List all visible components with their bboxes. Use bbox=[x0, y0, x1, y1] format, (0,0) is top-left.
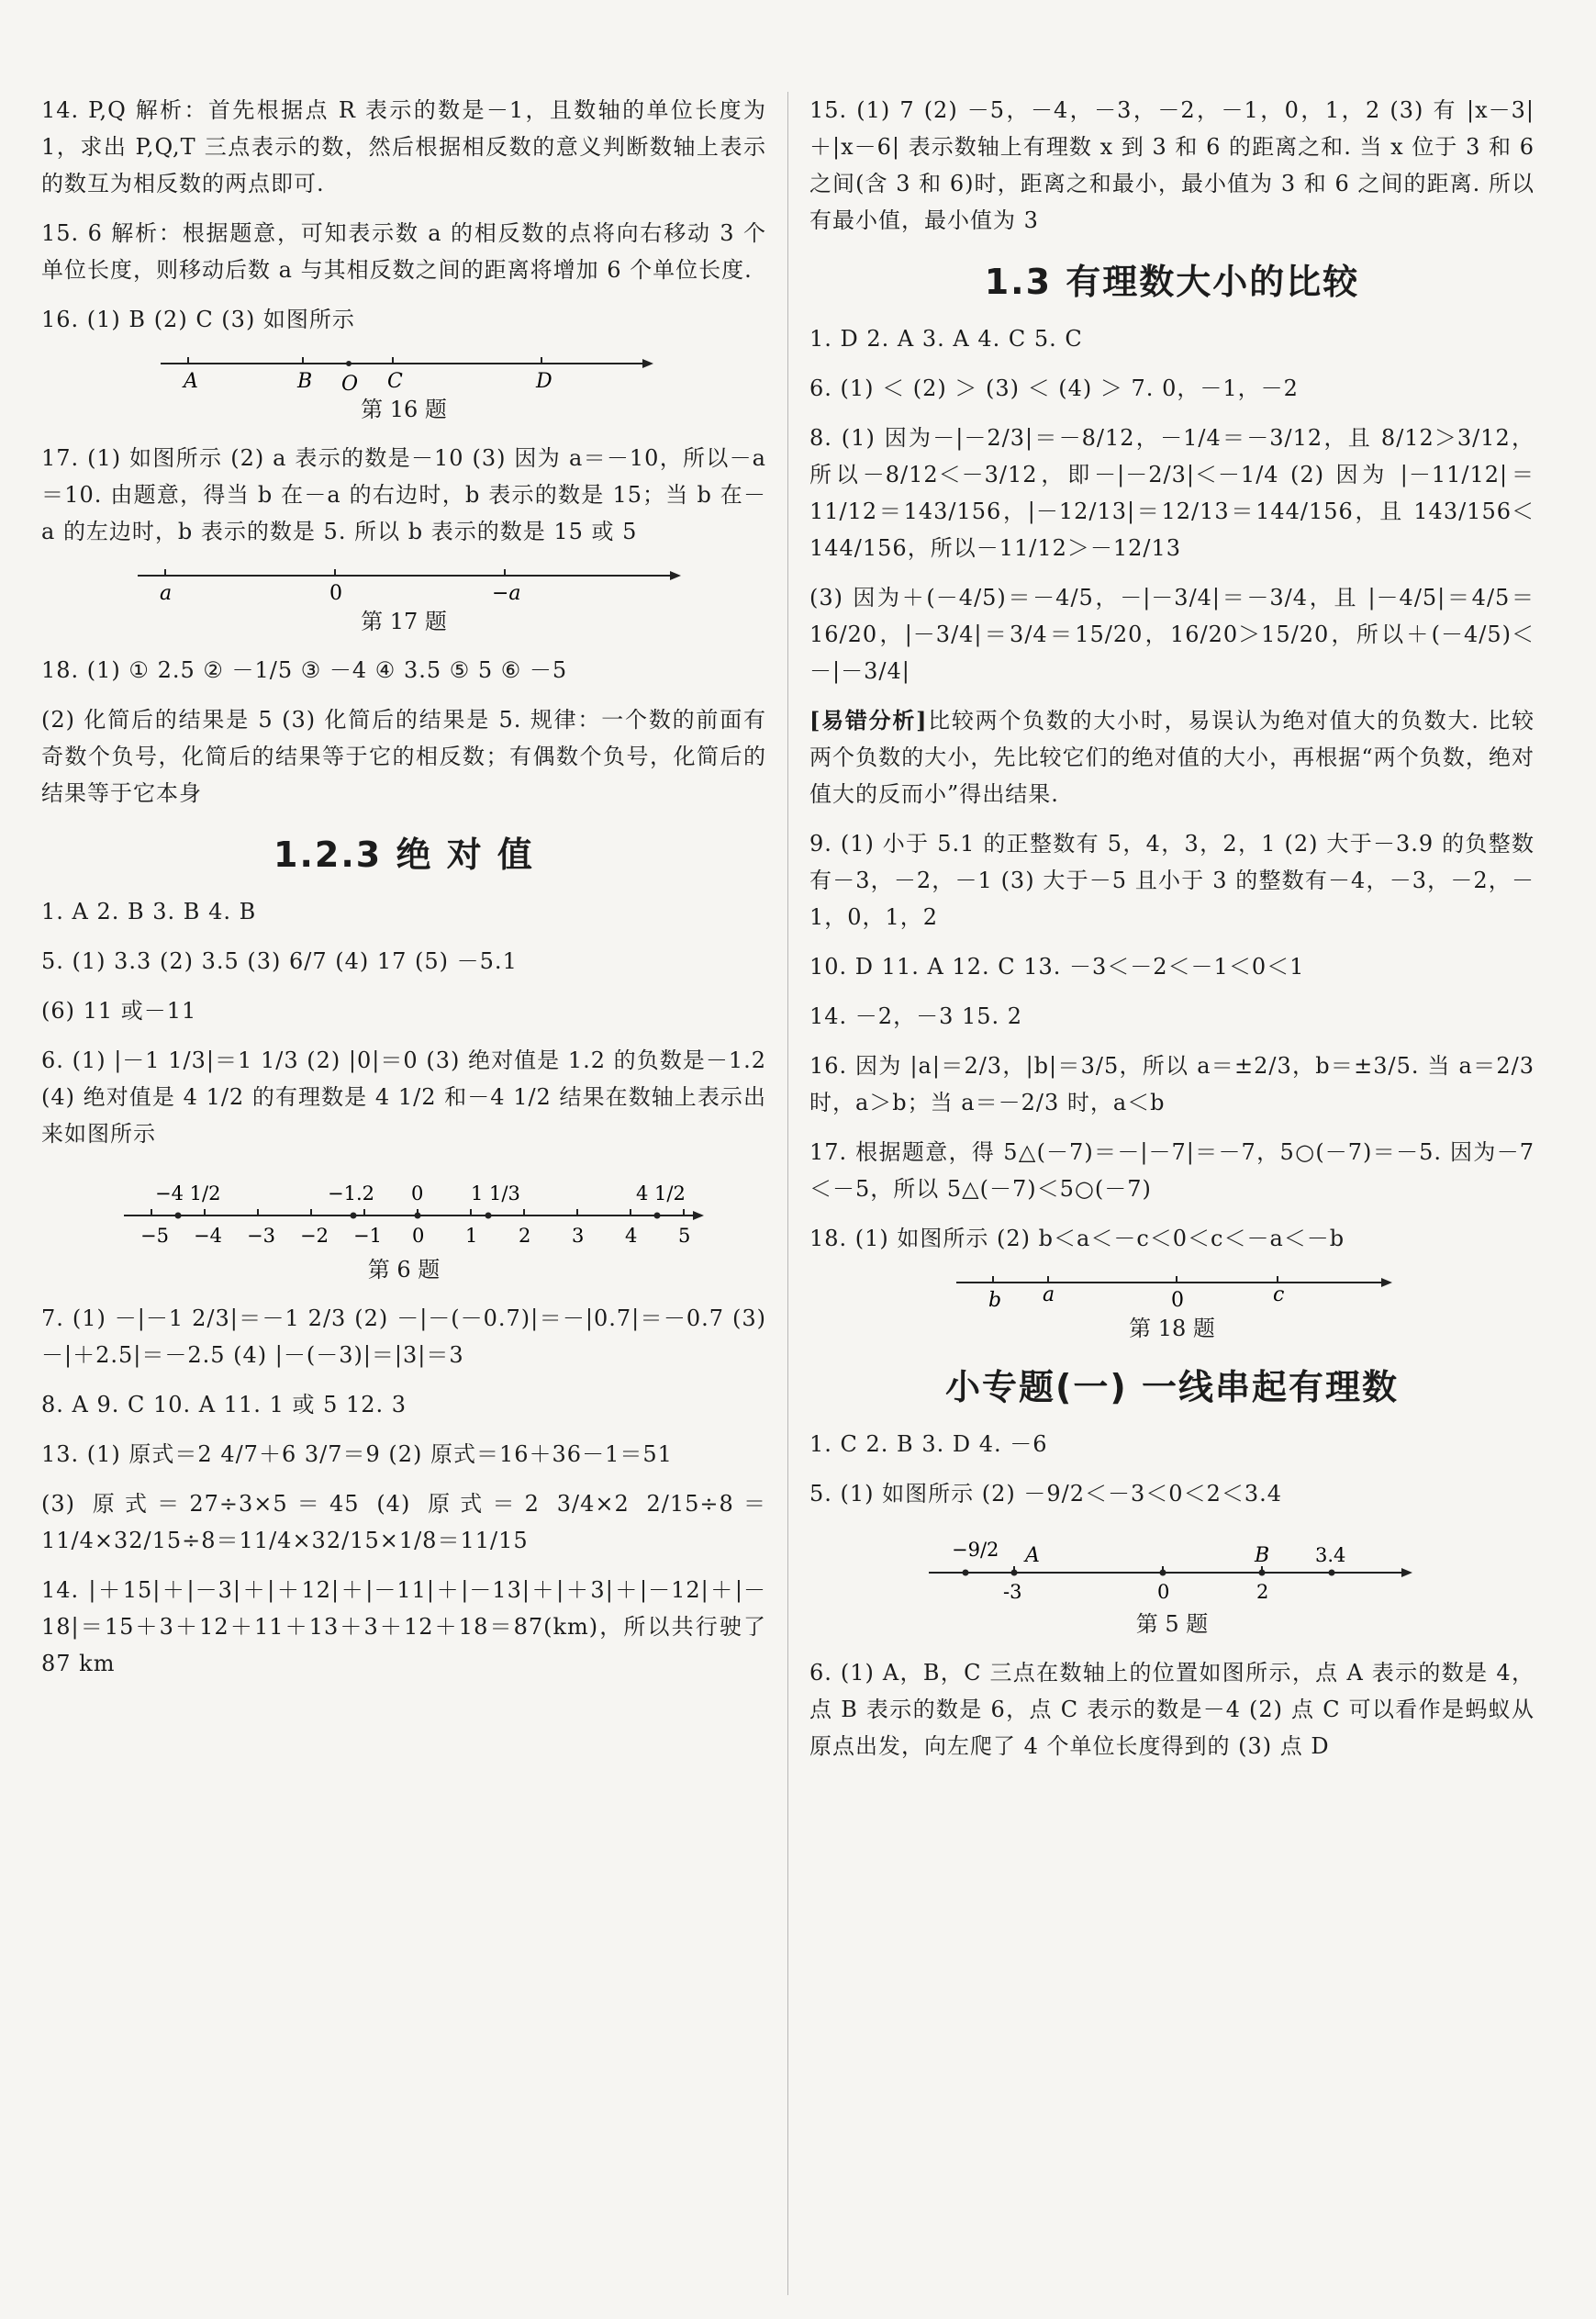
tick-label: 3 bbox=[572, 1225, 585, 1247]
axis-arrow bbox=[1401, 1568, 1412, 1577]
point-dot bbox=[351, 1213, 357, 1219]
tick-label: 4 bbox=[625, 1225, 638, 1247]
tick-label: -3 bbox=[1003, 1581, 1022, 1603]
tick-label: 0 bbox=[1157, 1581, 1170, 1603]
answer-14-left: 14. P,Q 解析：首先根据点 R 表示的数是－1，且数轴的单位长度为 1，求出 P,Q,T 三点表示的数，然后根据相反数的意义判断数轴上表示的数互为相反数的两点即可. bbox=[41, 97, 766, 196]
tick-label: 1 bbox=[465, 1225, 478, 1247]
point-label: A bbox=[184, 370, 198, 393]
answer-14: 14. |＋15|＋|－3|＋|＋12|＋|－11|＋|－13|＋|＋3|＋|－12|＋|－18|＝15＋3＋12＋11＋13＋3＋12＋18＝87(km)，所以共行驶了 87 km bbox=[41, 1577, 766, 1676]
answer-18-right: 18. (1) 如图所示 (2) b＜a＜－c＜0＜c＜－a＜－b bbox=[809, 1226, 1345, 1251]
point-label: b bbox=[988, 1289, 1002, 1312]
special-answer-6: 6. (1) A，B，C 三点在数轴上的位置如图所示，点 A 表示的数是 4，点 B 表示的数是 6，点 C 表示的数是－4 (2) 点 C 可以看作是蚂蚁从原点出发，向左爬了 4 个单位长度得到的 (3) 点 D bbox=[809, 1660, 1535, 1759]
figure-caption: 第 5 题 bbox=[1135, 1611, 1209, 1637]
point-label: a bbox=[160, 582, 173, 605]
number-line-5 bbox=[915, 1525, 1429, 1608]
figure-5 bbox=[809, 1525, 1535, 1638]
answer-17-right: 17. 根据题意，得 5△(－7)＝－|－7|＝－7，5○(－7)＝－5. 因为－7＜－5，所以 5△(－7)＜5○(－7) bbox=[809, 1139, 1535, 1202]
error-analysis-tag: [易错分析] bbox=[809, 707, 928, 734]
top-label: −1.2 bbox=[328, 1182, 374, 1204]
column-divider bbox=[787, 92, 788, 2295]
tick-label: −5 bbox=[140, 1225, 169, 1247]
figure-6 bbox=[41, 1165, 766, 1283]
tick-label: 5 bbox=[678, 1225, 691, 1247]
top-label: A bbox=[1025, 1544, 1040, 1567]
figure-caption: 第 18 题 bbox=[1129, 1316, 1215, 1341]
axis-arrow bbox=[670, 571, 681, 580]
figure-caption: 第 17 题 bbox=[361, 609, 447, 634]
tick-label: 0 bbox=[412, 1225, 425, 1247]
answers-10-13: 10. D 11. A 12. C 13. －3＜－2＜－1＜0＜1 bbox=[809, 954, 1305, 980]
figure-caption: 第 6 题 bbox=[367, 1257, 441, 1283]
number-line-6 bbox=[87, 1165, 720, 1253]
point-label: c bbox=[1273, 1283, 1285, 1306]
point-dot bbox=[963, 1570, 969, 1576]
answers-8-12: 8. A 9. C 10. A 11. 1 或 5 12. 3 bbox=[41, 1392, 407, 1417]
answer-13-cont: (3) 原式＝27÷3×5＝45 (4) 原式＝2 3/4×2 2/15÷8＝11/4×32/15÷8＝11/4×32/15×1/8＝11/15 bbox=[41, 1491, 766, 1553]
tick-label: 2 bbox=[1256, 1581, 1269, 1603]
answer-17-left: 17. (1) 如图所示 (2) a 表示的数是－10 (3) 因为 a＝－10，所以－a＝10. 由题意，得当 b 在－a 的右边时，b 表示的数是 15；当 b 在－a 的左边时，b 表示的数是 5. 所以 b 表示的数是 15 或 5 bbox=[41, 445, 766, 544]
number-line-17 bbox=[119, 563, 688, 605]
top-label: 1 1/3 bbox=[471, 1182, 520, 1204]
answer-16-right: 16. 因为 |a|＝2/3，|b|＝3/5，所以 a＝±2/3，b＝±3/5. 当 a＝2/3 时，a＞b；当 a＝－2/3 时，a＜b bbox=[809, 1053, 1535, 1115]
figure-caption: 第 16 题 bbox=[361, 397, 447, 422]
tick-label: 2 bbox=[519, 1225, 531, 1247]
answer-7: 7. (1) －|－1 2/3|＝－1 2/3 (2) －|－(－0.7)|＝－|0.7|＝－0.7 (3) －|＋2.5|＝－2.5 (4) |－(－3)|＝|3|＝3 bbox=[41, 1305, 766, 1368]
answers-14-15: 14. －2，－3 15. 2 bbox=[809, 1003, 1023, 1029]
section-title-special-topic: 小专题(一) 一线串起有理数 bbox=[945, 1367, 1399, 1407]
answer-8-cont: (3) 因为＋(－4/5)＝－4/5，－|－3/4|＝－3/4，且 |－4/5|＝4/5＝16/20，|－3/4|＝3/4＝15/20，16/20＞15/20，所以＋(－4/5)＜－|－3/4| bbox=[809, 585, 1535, 684]
answer-18-left-cont: (2) 化简后的结果是 5 (3) 化简后的结果是 5. 规律：一个数的前面有奇数个负号，化简后的结果等于它的相反数；有偶数个负号，化简后的结果等于它本身 bbox=[41, 707, 766, 806]
number-line-18 bbox=[943, 1270, 1401, 1312]
point-label: 0 bbox=[1171, 1289, 1184, 1312]
point-label: C bbox=[387, 370, 403, 393]
section-title-1-2-3: 1.2.3 绝 对 值 bbox=[273, 835, 534, 875]
point-dot bbox=[485, 1213, 492, 1219]
answer-15-left: 15. 6 解析：根据题意，可知表示数 a 的相反数的点将向右移动 3 个单位长度，则移动后数 a 与其相反数之间的距离将增加 6 个单位长度. bbox=[41, 220, 766, 283]
point-label: D bbox=[536, 370, 552, 393]
answer-8: 8. (1) 因为－|－2/3|＝－8/12，－1/4＝－3/12，且 8/12＞3/12，所以－8/12＜－3/12，即－|－2/3|＜－1/4 (2) 因为 |－11/12|＝11/12＝143/156，|－12/13|＝12/13＝144/156，且 143/156＜144/156，所以－11/12＞－12/13 bbox=[809, 425, 1535, 561]
tick-label: −3 bbox=[247, 1225, 275, 1247]
tick-label: −1 bbox=[353, 1225, 382, 1247]
axis-arrow bbox=[693, 1211, 704, 1220]
point-label: O bbox=[341, 373, 359, 393]
figure-17 bbox=[41, 563, 766, 635]
point-dot bbox=[654, 1213, 661, 1219]
answer-16: 16. (1) B (2) C (3) 如图所示 bbox=[41, 307, 355, 332]
answer-5: 5. (1) 3.3 (2) 3.5 (3) 6/7 (4) 17 (5) －5.1 bbox=[41, 948, 518, 974]
answer-5-cont: (6) 11 或－11 bbox=[41, 998, 197, 1024]
answer-18-left: 18. (1) ① 2.5 ② －1/5 ③ －4 ④ 3.5 ⑤ 5 ⑥ －5 bbox=[41, 657, 568, 683]
tick-label: −4 bbox=[194, 1225, 222, 1247]
top-label: −9/2 bbox=[952, 1539, 999, 1561]
origin-dot bbox=[346, 361, 352, 366]
point-label: a bbox=[1043, 1283, 1055, 1306]
point-label: −a bbox=[492, 582, 521, 605]
top-label: 3.4 bbox=[1315, 1544, 1346, 1566]
top-label: −4 1/2 bbox=[155, 1182, 221, 1204]
answers-6-7: 6. (1) ＜ (2) ＞ (3) ＜ (4) ＞ 7. 0，－1，－2 bbox=[809, 375, 1299, 401]
answers-1-4: 1. A 2. B 3. B 4. B bbox=[41, 899, 257, 924]
point-label: B bbox=[297, 370, 313, 393]
top-label: B bbox=[1255, 1544, 1270, 1567]
figure-16 bbox=[41, 351, 766, 423]
point-label: 0 bbox=[329, 582, 342, 605]
tick-label: −2 bbox=[300, 1225, 329, 1247]
axis-arrow bbox=[1381, 1278, 1392, 1287]
error-analysis bbox=[809, 702, 1535, 812]
point-dot bbox=[175, 1213, 182, 1219]
point-dot bbox=[415, 1213, 421, 1219]
right-column bbox=[809, 92, 1535, 1777]
section-title-1-3: 1.3 有理数大小的比较 bbox=[984, 262, 1360, 302]
figure-18 bbox=[809, 1270, 1535, 1342]
point-dot bbox=[1329, 1570, 1335, 1576]
answer-9: 9. (1) 小于 5.1 的正整数有 5，4，3，2，1 (2) 大于－3.9 的负整数有－3，－2，－1 (3) 大于－5 且小于 3 的整数有－4，－3，－2，－1，0，1，2 bbox=[809, 831, 1535, 930]
left-column bbox=[41, 92, 766, 1695]
answer-6: 6. (1) |－1 1/3|＝1 1/3 (2) |0|＝0 (3) 绝对值是 1.2 的负数是－1.2 (4) 绝对值是 4 1/2 的有理数是 4 1/2 和－4 1/2 结果在数轴上表示出来如图所示 bbox=[41, 1047, 766, 1147]
number-line-16 bbox=[147, 351, 661, 393]
special-answers-1-4: 1. C 2. B 3. D 4. －6 bbox=[809, 1431, 1048, 1457]
axis-arrow bbox=[642, 359, 653, 368]
top-label: 4 1/2 bbox=[636, 1182, 686, 1204]
answers-1-5: 1. D 2. A 3. A 4. C 5. C bbox=[809, 326, 1083, 352]
answer-15-right: 15. (1) 7 (2) －5，－4，－3，－2，－1，0，1，2 (3) 有 |x－3|＋|x－6| 表示数轴上有理数 x 到 3 和 6 的距离之和. 当 x 位于 3 和 6 之间(含 3 和 6)时，距离之和最小，最小值为 3 和 6 之间的距离. 所以有最小值，最小值为 3 bbox=[809, 97, 1535, 233]
error-analysis-text: 比较两个负数的大小时，易误认为绝对值大的负数大. 比较两个负数的大小，先比较它们的绝对值的大小，再根据“两个负数，绝对值大的反而小”得出结果. bbox=[809, 708, 1535, 807]
answer-13: 13. (1) 原式＝2 4/7＋6 3/7＝9 (2) 原式＝16＋36－1＝51 bbox=[41, 1441, 673, 1467]
top-label: 0 bbox=[411, 1182, 424, 1204]
special-answer-5: 5. (1) 如图所示 (2) －9/2＜－3＜0＜2＜3.4 bbox=[809, 1481, 1283, 1507]
